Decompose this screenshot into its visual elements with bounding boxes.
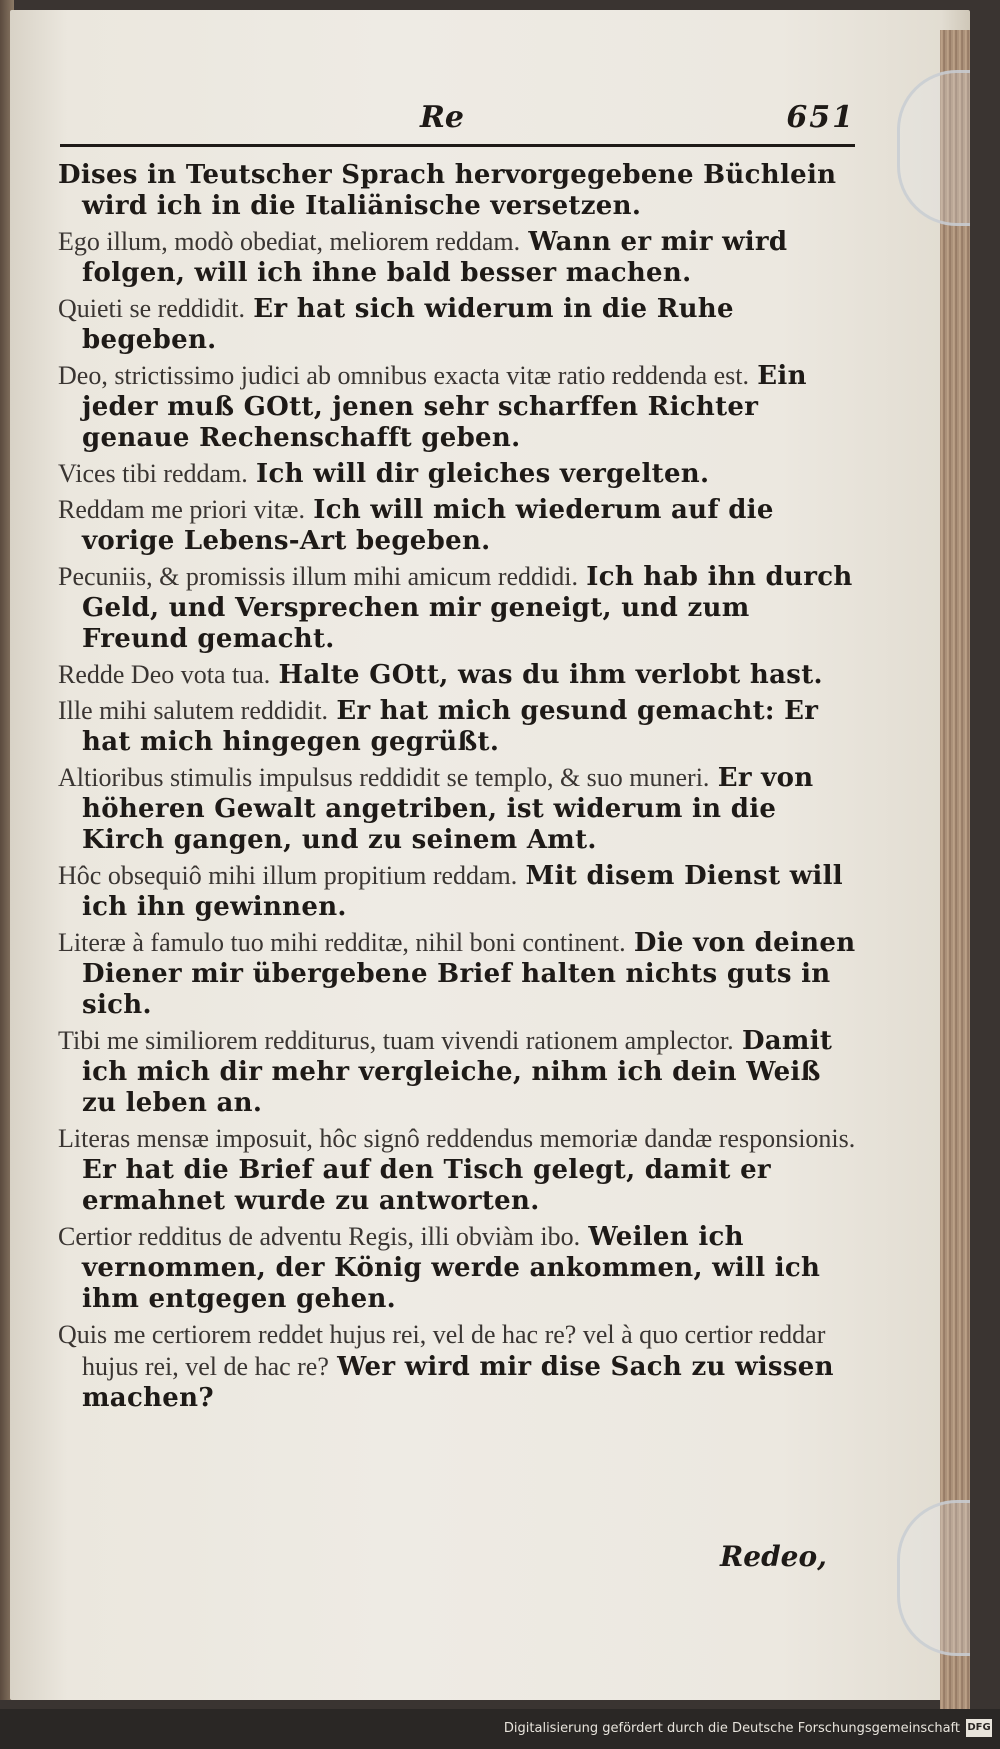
dictionary-entry <box>58 762 858 856</box>
german-translation: Dises in Teutscher Sprach hervorgegebene Büchlein wird ich in die Italiänische versetzen. <box>58 160 837 221</box>
latin-phrase: Pecuniis, & promissis illum mihi amicum reddidi. <box>58 562 578 591</box>
latin-phrase: Altioribus stimulis impulsus reddidit se templo, & suo muneri. <box>58 763 710 792</box>
german-translation: Damit ich mich dir mehr vergleiche, nihm ich dein Weiß zu leben an. <box>82 1026 833 1118</box>
latin-phrase: Quieti se reddidit. <box>58 294 246 323</box>
latin-phrase: Ille mihi salutem reddidit. <box>58 696 329 725</box>
page-edges <box>940 30 970 1720</box>
latin-phrase: Redde Deo vota tua. <box>58 660 271 689</box>
latin-phrase: Reddam me priori vitæ. <box>58 495 305 524</box>
dictionary-entry <box>58 1123 858 1217</box>
dictionary-entry <box>58 1221 858 1315</box>
dictionary-entries <box>58 160 858 1418</box>
book-page <box>10 10 970 1700</box>
page-header <box>60 100 855 150</box>
book-clip-bottom <box>897 1500 970 1656</box>
dfg-logo: DFG <box>966 1719 992 1737</box>
dictionary-entry <box>58 226 858 289</box>
dictionary-entry <box>58 458 858 490</box>
german-translation: Ich will dir gleiches vergelten. <box>256 459 710 489</box>
german-translation: Er hat sich widerum in die Ruhe begeben. <box>82 294 734 355</box>
page-number: 651 <box>786 100 855 135</box>
german-translation: Mit disem Dienst will ich ihn gewinnen. <box>82 861 843 922</box>
dictionary-entry <box>58 1319 858 1414</box>
latin-phrase: Hôc obsequiô mihi illum propitium reddam. <box>58 861 518 890</box>
dictionary-entry <box>58 695 858 758</box>
german-translation: Weilen ich vernommen, der König werde ankommen, will ich ihm entgegen gehen. <box>82 1222 821 1314</box>
latin-phrase: Literæ à famulo tuo mihi redditæ, nihil boni continent. <box>58 928 626 957</box>
german-translation: Die von deinen Diener mir übergebene Brief halten nichts guts in sich. <box>82 928 856 1020</box>
german-translation: Er hat die Brief auf den Tisch gelegt, damit er ermahnet wurde zu antworten. <box>82 1155 771 1216</box>
german-translation: Ich hab ihn durch Geld, und Versprechen mir geneigt, und zum Freund gemacht. <box>82 562 853 654</box>
german-translation: Ein jeder muß GOtt, jenen sehr scharffen Richter genaue Rechenschafft geben. <box>82 361 807 453</box>
header-rule <box>60 144 855 147</box>
dictionary-entry <box>58 659 858 691</box>
catchword: Redeo, <box>720 1540 827 1573</box>
latin-phrase: Tibi me similiorem redditurus, tuam vivendi rationem amplector. <box>58 1026 734 1055</box>
dictionary-entry <box>58 860 858 923</box>
latin-phrase: Deo, strictissimo judici ab omnibus exacta vitæ ratio reddenda est. <box>58 361 750 390</box>
latin-phrase: Literas mensæ imposuit, hôc signô reddendus memoriæ dandæ responsionis. <box>58 1124 856 1153</box>
latin-phrase: Certior redditus de adventu Regis, illi obviàm ibo. <box>58 1222 581 1251</box>
dictionary-entry <box>58 561 858 655</box>
german-translation: Er hat mich gesund gemacht: Er hat mich hingegen gegrüßt. <box>82 696 819 757</box>
dictionary-entry <box>58 160 858 222</box>
footer-credit: Digitalisierung gefördert durch die Deutsche Forschungsgemeinschaft <box>503 1721 960 1736</box>
latin-phrase: Quis me certiorem reddet hujus rei, vel de hac re? vel à quo certior reddar hujus rei, vel de hac re? <box>58 1320 826 1381</box>
dictionary-entry <box>58 293 858 356</box>
head-word: Re <box>420 100 465 135</box>
german-translation: Wann er mir wird folgen, will ich ihne bald besser machen. <box>82 227 788 288</box>
german-translation: Wer wird mir dise Sach zu wissen machen? <box>82 1352 834 1413</box>
dictionary-entry <box>58 494 858 557</box>
dictionary-entry <box>58 1025 858 1119</box>
german-translation: Halte GOtt, was du ihm verlobt hast. <box>278 660 823 690</box>
german-translation: Ich will mich wiederum auf die vorige Lebens-Art begeben. <box>82 495 774 556</box>
latin-phrase: Ego illum, modò obediat, meliorem reddam. <box>58 227 521 256</box>
dictionary-entry <box>58 927 858 1021</box>
footer-bar <box>0 1709 1000 1749</box>
dictionary-entry <box>58 360 858 454</box>
book-clip-top <box>897 70 970 226</box>
german-translation: Er von höheren Gewalt angetriben, ist widerum in die Kirch gangen, und zu seinem Amt. <box>82 763 814 855</box>
latin-phrase: Vices tibi reddam. <box>58 459 248 488</box>
